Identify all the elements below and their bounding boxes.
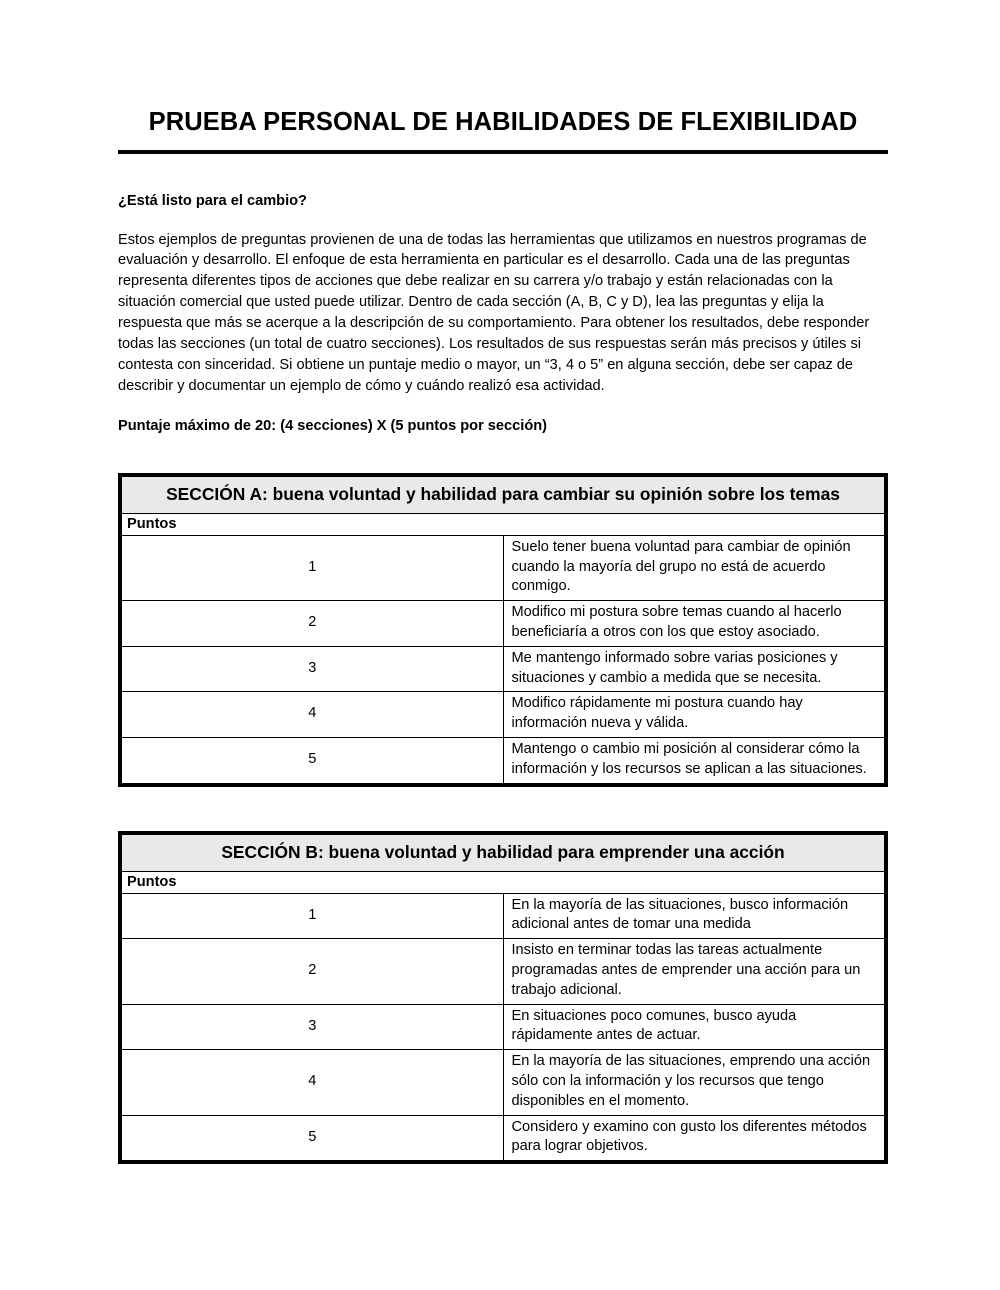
section-a-table (118, 473, 888, 787)
points-value: 4 (122, 692, 504, 738)
page-title: PRUEBA PERSONAL DE HABILIDADES DE FLEXIBILIDAD (148, 108, 858, 136)
table-row (122, 601, 885, 647)
points-value: 3 (122, 1004, 504, 1050)
row-description: Modifico rápidamente mi postura cuando hay información nueva y válida. (503, 692, 885, 738)
intro-paragraph: Estos ejemplos de preguntas provienen de una de todas las herramientas que utilizamos en nuestros programas de evaluación y desarrollo. El enfoque de esta herramienta en particular es el desarrollo. Cada una de las preguntas representa diferentes tipos de acciones que debe realizar en su carrera y/o trabajo y están relacionadas con la situación comercial que usted puede utilizar. Dentro de cada sección (A, B, C y D), lea las preguntas y elija la respuesta que más se acerque a la descripción de su comportamiento. Para obtener los resultados, debe responder todas las secciones (un total de cuatro secciones). Los resultados de sus respuestas serán más precisos y útiles si contesta con sinceridad. Si obtiene un puntaje medio o mayor, un “3, 4 o 5” en alguna sección, debe ser capaz de describir y documentar un ejemplo de cómo y cuándo realizó esa actividad. (118, 231, 870, 394)
document-content (118, 108, 888, 1164)
section-b-points-column-label: Puntos (122, 871, 885, 893)
table-row (122, 1115, 885, 1161)
table-row (122, 535, 885, 600)
points-value: 2 (122, 601, 504, 647)
row-description: Mantengo o cambio mi posición al considerar cómo la información y los recursos se aplican a las situaciones. (503, 737, 885, 783)
title-divider (118, 150, 888, 154)
subheading: ¿Está listo para el cambio? (118, 192, 307, 209)
table-row (122, 1050, 885, 1115)
points-value: 1 (122, 893, 504, 939)
table-row (122, 893, 885, 939)
row-description: Insisto en terminar todas las tareas actualmente programadas antes de emprender una acción para un trabajo adicional. (503, 939, 885, 1004)
section-b-header-row (122, 834, 885, 871)
points-value: 2 (122, 939, 504, 1004)
section-a-points-label-row (122, 513, 885, 535)
points-value: 1 (122, 535, 504, 600)
table-row (122, 1004, 885, 1050)
points-value: 5 (122, 1115, 504, 1161)
row-description: Modifico mi postura sobre temas cuando al hacerlo beneficiaría a otros con los que estoy asociado. (503, 601, 885, 647)
points-value: 3 (122, 646, 504, 692)
row-description: En situaciones poco comunes, busco ayuda rápidamente antes de actuar. (503, 1004, 885, 1050)
section-a-header: SECCIÓN A: buena voluntad y habilidad para cambiar su opinión sobre los temas (122, 476, 885, 513)
table-row (122, 692, 885, 738)
row-description: En la mayoría de las situaciones, busco información adicional antes de tomar una medida (503, 893, 885, 939)
points-value: 5 (122, 737, 504, 783)
table-row (122, 939, 885, 1004)
section-b-points-label-row (122, 871, 885, 893)
points-value: 4 (122, 1050, 504, 1115)
table-row (122, 737, 885, 783)
table-row (122, 646, 885, 692)
row-description: En la mayoría de las situaciones, emprendo una acción sólo con la información y los recursos que tengo disponibles en el momento. (503, 1050, 885, 1115)
max-score-note: Puntaje máximo de 20: (4 secciones) X (5 puntos por sección) (118, 417, 548, 434)
section-a-header-row (122, 476, 885, 513)
section-a-points-column-label: Puntos (122, 513, 885, 535)
row-description: Considero y examino con gusto los diferentes métodos para lograr objetivos. (503, 1115, 885, 1161)
row-description: Suelo tener buena voluntad para cambiar de opinión cuando la mayoría del grupo no está de acuerdo conmigo. (503, 535, 885, 600)
section-b-header: SECCIÓN B: buena voluntad y habilidad para emprender una acción (122, 834, 885, 871)
section-b-table (118, 831, 888, 1165)
row-description: Me mantengo informado sobre varias posiciones y situaciones y cambio a medida que se necesita. (503, 646, 885, 692)
